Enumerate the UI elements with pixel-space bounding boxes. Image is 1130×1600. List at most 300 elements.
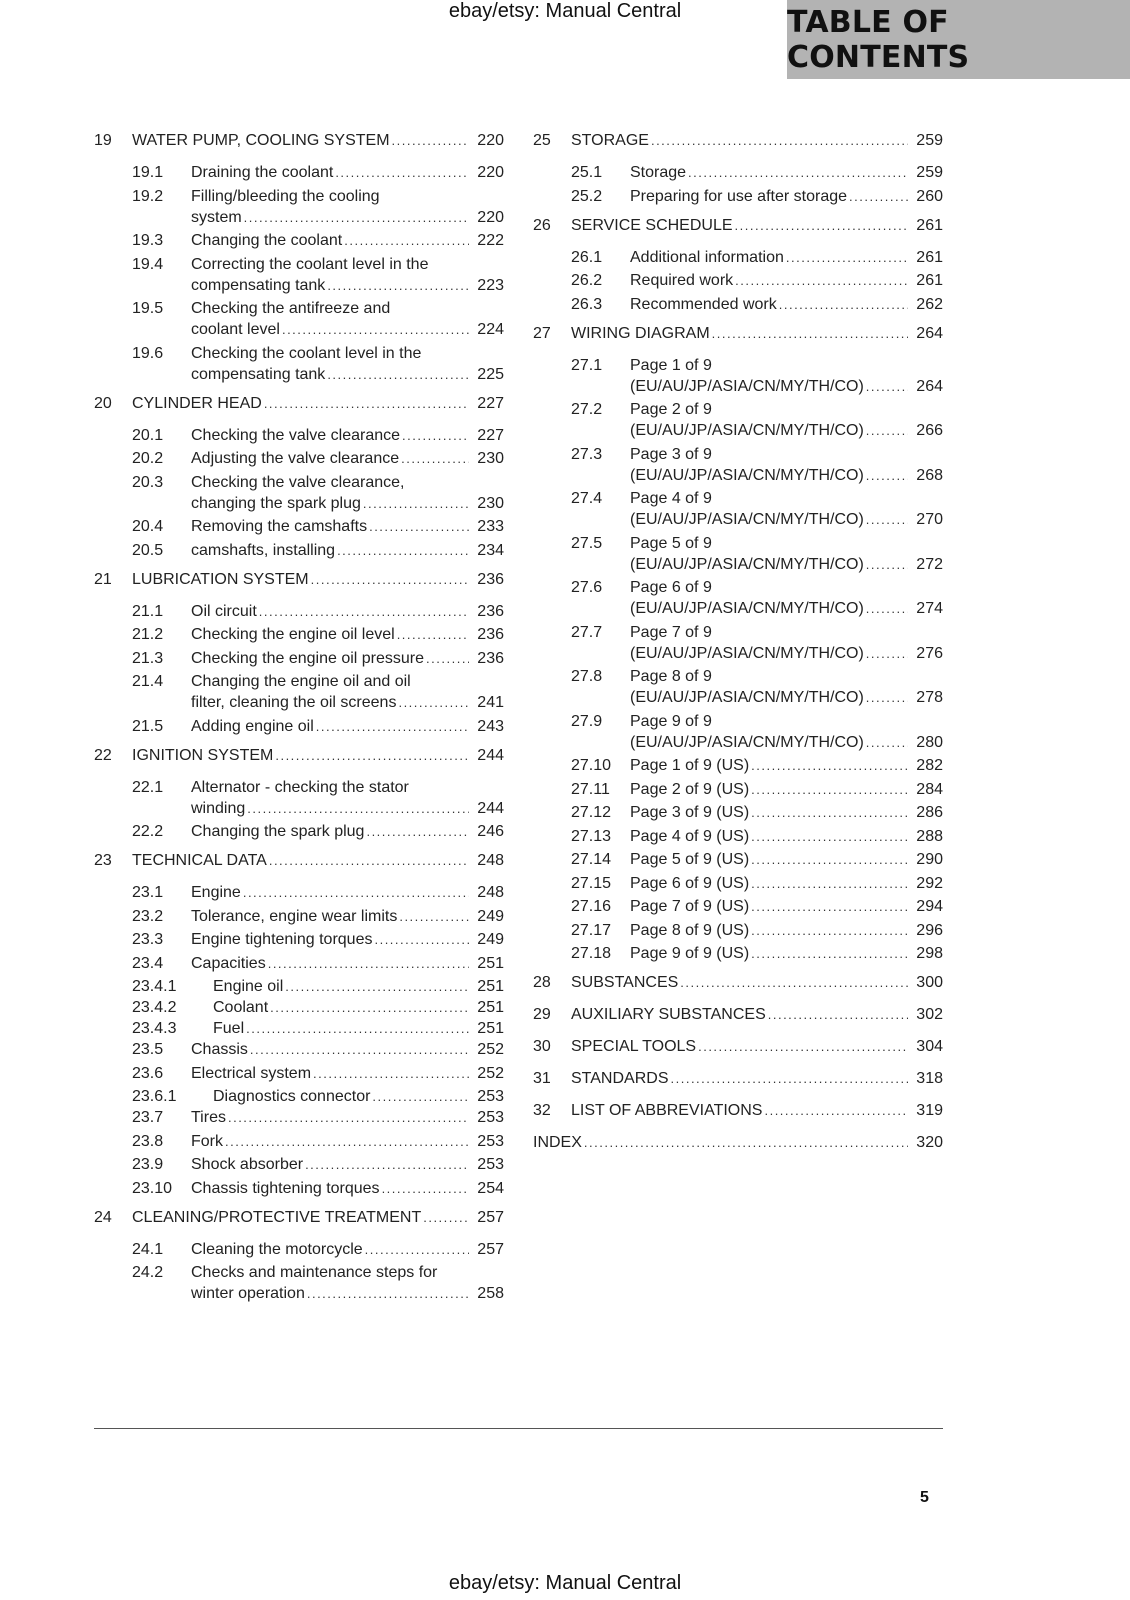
- toc-entry-page: 259: [916, 132, 943, 149]
- toc-entry-number: 23: [94, 852, 112, 869]
- toc-entry-page: 318: [916, 1070, 943, 1087]
- toc-entry-page: 258: [477, 1285, 504, 1302]
- toc-right-column: [533, 130, 943, 1164]
- toc-entry-number: 27.3: [571, 445, 603, 463]
- toc-entry[interactable]: [533, 666, 943, 708]
- toc-entry-page: 257: [477, 1208, 504, 1226]
- toc-entry-title: Changing the coolant: [191, 232, 343, 249]
- toc-entry-title: (EU/AU/JP/ASIA/CN/MY/TH/CO): [630, 600, 864, 617]
- dot-leader: [751, 873, 908, 894]
- toc-entry-page: 280: [916, 733, 943, 751]
- page-title: TABLE OF CONTENTS: [787, 0, 1130, 79]
- toc-entry-title: system: [191, 208, 242, 226]
- toc-entry-title: (EU/AU/JP/ASIA/CN/MY/TH/CO): [630, 689, 864, 706]
- toc-entry[interactable]: [533, 896, 943, 917]
- toc-entry[interactable]: [94, 850, 504, 871]
- toc-entry-page: 251: [477, 978, 504, 995]
- toc-entry-page: 248: [477, 884, 504, 901]
- dot-leader: [313, 1063, 469, 1084]
- toc-entry[interactable]: [94, 777, 504, 819]
- toc-entry[interactable]: [94, 1262, 504, 1304]
- toc-entry-page: 220: [477, 132, 504, 149]
- toc-entry-number: 27.5: [571, 534, 603, 552]
- dot-leader: [285, 976, 469, 997]
- toc-entry[interactable]: [533, 779, 943, 800]
- toc-entry-title-line: Checking the antifreeze and: [191, 300, 391, 317]
- toc-entry-title: Capacities: [191, 954, 266, 972]
- toc-entry-title-line: Changing the engine oil and oil: [191, 673, 411, 690]
- toc-entry[interactable]: [94, 130, 504, 151]
- dot-leader: [402, 425, 469, 446]
- toc-entry-number: 23.6: [132, 1064, 164, 1082]
- toc-entry-number: 26: [533, 216, 551, 234]
- toc-entry[interactable]: [94, 906, 504, 927]
- dot-leader: [247, 798, 469, 819]
- toc-entry[interactable]: [533, 622, 943, 664]
- toc-entry-number: 20.1: [132, 426, 164, 444]
- toc-entry[interactable]: [533, 533, 943, 575]
- toc-entry-title: CYLINDER HEAD: [132, 394, 262, 412]
- toc-entry[interactable]: [94, 425, 504, 446]
- toc-entry-page: 259: [916, 164, 943, 181]
- toc-entry-number: 30: [533, 1038, 551, 1055]
- toc-entry[interactable]: [94, 1131, 504, 1152]
- toc-entry[interactable]: [94, 254, 504, 296]
- dot-leader: [401, 448, 469, 469]
- toc-entry[interactable]: [94, 601, 504, 622]
- toc-entry-number: 19.2: [132, 187, 164, 205]
- toc-entry-title-line: Page 2 of 9: [630, 401, 712, 418]
- toc-entry[interactable]: [533, 873, 943, 894]
- toc-entry-title: Oil circuit: [191, 602, 257, 620]
- toc-entry-title: LIST OF ABBREVIATIONS: [571, 1102, 763, 1119]
- toc-entry[interactable]: [94, 1154, 504, 1175]
- toc-entry[interactable]: [94, 569, 504, 590]
- dot-leader: [369, 516, 469, 537]
- toc-entry-number: 22.1: [132, 778, 164, 796]
- toc-entry-number: 29: [533, 1006, 551, 1023]
- dot-leader: [275, 745, 469, 766]
- toc-entry-page: 222: [477, 232, 504, 249]
- toc-entry-page: 251: [477, 954, 504, 972]
- toc-entry-page: 284: [916, 780, 943, 798]
- toc-entry-page: 253: [477, 1088, 504, 1105]
- toc-entry-number: 27.1: [571, 356, 603, 374]
- toc-entry-title: Page 7 of 9 (US): [630, 898, 750, 915]
- toc-entry-number: 27.15: [571, 874, 612, 892]
- toc-entry[interactable]: [94, 716, 504, 737]
- toc-entry-number: 24.1: [132, 1240, 164, 1258]
- toc-entry[interactable]: [94, 516, 504, 537]
- toc-entry-title-line: Checks and maintenance steps for: [191, 1264, 438, 1281]
- toc-entry[interactable]: [94, 929, 504, 950]
- toc-entry-page: 264: [916, 377, 943, 395]
- toc-entry-title-line: Correcting the coolant level in the: [191, 255, 429, 273]
- toc-entry-page: 230: [477, 450, 504, 467]
- toc-entry-number: 20.3: [132, 473, 164, 491]
- dot-leader: [768, 1004, 908, 1025]
- toc-entry-number: 21.4: [132, 673, 164, 690]
- toc-entry[interactable]: [94, 298, 504, 340]
- toc-entry[interactable]: [533, 943, 943, 964]
- dot-leader: [423, 1207, 469, 1228]
- toc-entry-title: Changing the spark plug: [191, 823, 365, 840]
- toc-entry[interactable]: [533, 972, 943, 993]
- toc-entry[interactable]: [533, 802, 943, 823]
- toc-entry-page: 246: [477, 823, 504, 840]
- dot-leader: [307, 1283, 469, 1304]
- toc-entry-title: Recommended work: [630, 295, 777, 313]
- dot-leader: [363, 493, 469, 514]
- dot-leader: [337, 540, 469, 561]
- dot-leader: [866, 554, 908, 575]
- toc-entry[interactable]: [533, 323, 943, 344]
- toc-entry-title: coolant level: [191, 321, 280, 338]
- toc-entry[interactable]: [94, 1239, 504, 1260]
- toc-entry[interactable]: [533, 1036, 943, 1057]
- toc-entry-title: Fork: [191, 1132, 223, 1150]
- toc-entry-title: camshafts, installing: [191, 541, 336, 559]
- toc-entry-number: 25.2: [571, 187, 603, 205]
- toc-entry-number: 27.17: [571, 921, 612, 939]
- toc-entry-title: WATER PUMP, COOLING SYSTEM: [132, 132, 390, 149]
- toc-entry[interactable]: [533, 849, 943, 870]
- toc-entry-page: 251: [477, 1020, 504, 1037]
- toc-entry[interactable]: [533, 215, 943, 236]
- toc-entry-title: Page 1 of 9 (US): [630, 757, 750, 774]
- dot-leader: [250, 1039, 469, 1060]
- toc-entry[interactable]: [533, 162, 943, 183]
- toc-entry[interactable]: [94, 343, 504, 385]
- dot-leader: [243, 882, 469, 903]
- toc-entry-page: 220: [477, 164, 504, 181]
- dot-leader: [327, 364, 469, 385]
- toc-entry-number: 27.6: [571, 579, 603, 596]
- toc-entry-number: 22: [94, 746, 112, 764]
- toc-entry[interactable]: [533, 711, 943, 753]
- toc-entry[interactable]: [94, 953, 504, 974]
- dot-leader: [712, 323, 908, 344]
- dot-leader: [282, 319, 469, 340]
- toc-entry-title: (EU/AU/JP/ASIA/CN/MY/TH/CO): [630, 377, 864, 395]
- toc-entry-title: Page 4 of 9 (US): [630, 827, 750, 845]
- toc-entry-page: 282: [916, 757, 943, 774]
- toc-entry-number: 27.16: [571, 898, 612, 915]
- toc-entry[interactable]: [94, 540, 504, 561]
- toc-entry[interactable]: [533, 270, 943, 291]
- dot-leader: [698, 1036, 908, 1057]
- toc-entry-title: changing the spark plug: [191, 494, 361, 512]
- toc-entry-title-line: Checking the coolant level in the: [191, 344, 422, 362]
- toc-entry-title: Engine tightening torques: [191, 931, 373, 948]
- toc-entry-page: 249: [477, 907, 504, 925]
- dot-leader: [688, 162, 908, 183]
- toc-entry[interactable]: [94, 230, 504, 251]
- toc-entry-number: 27.10: [571, 757, 612, 774]
- toc-entry-title: Adjusting the valve clearance: [191, 450, 400, 467]
- toc-entry-number: 23.8: [132, 1132, 164, 1150]
- toc-entry-number: 25: [533, 132, 551, 149]
- toc-entry-title: Diagnostics connector: [213, 1088, 371, 1105]
- toc-entry-title: Tolerance, engine wear limits: [191, 907, 398, 925]
- toc-entry-page: 302: [916, 1006, 943, 1023]
- toc-entry-title: Additional information: [630, 248, 784, 266]
- toc-entry-number: 23.10: [132, 1179, 173, 1197]
- toc-entry-number: 20.4: [132, 518, 164, 535]
- toc-entry-number: 27.18: [571, 945, 612, 962]
- dot-leader: [311, 569, 469, 590]
- dot-leader: [671, 1068, 909, 1089]
- toc-entry-number: 23.2: [132, 907, 164, 925]
- toc-entry[interactable]: [94, 162, 504, 183]
- watermark-bottom: ebay/etsy: Manual Central: [448, 1572, 682, 1594]
- toc-entry-title: (EU/AU/JP/ASIA/CN/MY/TH/CO): [630, 466, 864, 484]
- toc-entry[interactable]: [94, 1086, 504, 1107]
- dot-leader: [651, 130, 908, 151]
- dot-leader: [366, 821, 469, 842]
- toc-entry[interactable]: [533, 247, 943, 268]
- toc-entry-number: 21.3: [132, 649, 164, 667]
- footer-divider: [94, 1428, 943, 1429]
- dot-leader: [866, 376, 908, 397]
- toc-entry-title: Fuel: [213, 1020, 245, 1037]
- toc-entry[interactable]: [533, 755, 943, 776]
- toc-entry[interactable]: [94, 976, 504, 997]
- toc-entry-number: 23.4.3: [132, 1020, 177, 1037]
- toc-entry-number: 24: [94, 1208, 112, 1226]
- toc-entry-page: 278: [916, 689, 943, 706]
- toc-entry-page: 274: [916, 600, 943, 617]
- toc-entry-title: Adding engine oil: [191, 717, 314, 735]
- toc-entry[interactable]: [94, 393, 504, 414]
- toc-entry-page: 254: [477, 1179, 504, 1197]
- toc-entry-page: 223: [477, 276, 504, 294]
- toc-entry-page: 252: [477, 1064, 504, 1082]
- dot-leader: [751, 943, 908, 964]
- toc-entry[interactable]: [533, 577, 943, 619]
- toc-entry-title: (EU/AU/JP/ASIA/CN/MY/TH/CO): [630, 733, 864, 751]
- toc-entry-page: 298: [916, 945, 943, 962]
- toc-entry[interactable]: [94, 1207, 504, 1228]
- dot-leader: [398, 692, 469, 713]
- toc-entry-title: Required work: [630, 272, 734, 289]
- dot-leader: [327, 275, 469, 296]
- toc-entry-title: Page 6 of 9 (US): [630, 874, 750, 892]
- toc-entry-page: 253: [477, 1132, 504, 1150]
- dot-leader: [866, 732, 908, 753]
- toc-entry-page: 244: [477, 799, 504, 817]
- toc-entry-title: INDEX: [533, 1134, 582, 1151]
- toc-entry-title-line: Page 4 of 9: [630, 490, 712, 507]
- toc-entry-title: Draining the coolant: [191, 164, 334, 181]
- toc-entry-number: 23.3: [132, 931, 164, 948]
- toc-entry-title-line: Filling/bleeding the cooling: [191, 187, 380, 205]
- toc-entry-page: 244: [477, 746, 504, 764]
- toc-entry-title: Chassis tightening torques: [191, 1179, 380, 1197]
- toc-entry-number: 21.2: [132, 626, 164, 643]
- toc-entry-page: 272: [916, 555, 943, 573]
- toc-entry-title: SUBSTANCES: [571, 974, 679, 991]
- toc-entry-title: SERVICE SCHEDULE: [571, 216, 733, 234]
- toc-entry-number: 27.12: [571, 804, 612, 821]
- dot-leader: [399, 906, 469, 927]
- toc-entry[interactable]: [94, 448, 504, 469]
- toc-entry[interactable]: [533, 1004, 943, 1025]
- toc-entry-number: 23.4.1: [132, 978, 177, 995]
- toc-entry[interactable]: [94, 186, 504, 228]
- dot-leader: [269, 850, 469, 871]
- toc-entry[interactable]: [533, 1100, 943, 1121]
- toc-entry[interactable]: [533, 186, 943, 207]
- toc-entry[interactable]: [533, 130, 943, 151]
- toc-entry[interactable]: [94, 624, 504, 645]
- toc-entry-number: 26.1: [571, 248, 603, 266]
- toc-entry-number: 32: [533, 1102, 551, 1119]
- toc-entry[interactable]: [533, 399, 943, 441]
- toc-entry-page: 292: [916, 874, 943, 892]
- toc-entry[interactable]: [94, 1107, 504, 1128]
- toc-entry-number: 23.9: [132, 1156, 164, 1173]
- toc-entry[interactable]: [94, 1039, 504, 1060]
- toc-entry-page: 264: [916, 324, 943, 342]
- toc-entry[interactable]: [94, 648, 504, 669]
- toc-entry-title: Page 3 of 9 (US): [630, 804, 750, 821]
- toc-entry[interactable]: [94, 745, 504, 766]
- toc-entry-title: AUXILIARY SUBSTANCES: [571, 1006, 766, 1023]
- toc-entry-title: Tires: [191, 1109, 226, 1126]
- toc-entry-number: 23.5: [132, 1041, 164, 1058]
- toc-entry-title: Checking the valve clearance: [191, 426, 401, 444]
- toc-entry-page: 230: [477, 494, 504, 512]
- toc-entry-title: (EU/AU/JP/ASIA/CN/MY/TH/CO): [630, 422, 864, 439]
- toc-entry-page: 233: [477, 518, 504, 535]
- toc-entry-title: LUBRICATION SYSTEM: [132, 570, 309, 588]
- toc-entry-number: 27.13: [571, 827, 612, 845]
- toc-entry-number: 21.1: [132, 602, 164, 620]
- toc-entry-number: 27.9: [571, 712, 603, 730]
- dot-leader: [751, 826, 908, 847]
- toc-entry-page: 257: [477, 1240, 504, 1258]
- dot-leader: [866, 643, 908, 664]
- dot-leader: [735, 270, 908, 291]
- toc-entry-number: 19.1: [132, 164, 164, 181]
- toc-entry-title: (EU/AU/JP/ASIA/CN/MY/TH/CO): [630, 511, 864, 528]
- toc-entry-title-line: Page 8 of 9: [630, 668, 712, 685]
- toc-entry[interactable]: [94, 821, 504, 842]
- dot-leader: [268, 953, 469, 974]
- dot-leader: [316, 716, 469, 737]
- dot-leader: [735, 215, 908, 236]
- dot-leader: [264, 393, 469, 414]
- toc-entry[interactable]: [533, 488, 943, 530]
- toc-entry-page: 253: [477, 1109, 504, 1126]
- toc-entry-page: 261: [916, 272, 943, 289]
- toc-entry-number: 21: [94, 570, 112, 588]
- toc-entry-title: Preparing for use after storage: [630, 187, 848, 205]
- toc-entry-page: 234: [477, 541, 504, 559]
- toc-entry[interactable]: [533, 920, 943, 941]
- toc-entry[interactable]: [533, 826, 943, 847]
- toc-entry[interactable]: [533, 355, 943, 397]
- toc-entry-page: 227: [477, 426, 504, 444]
- toc-entry-number: 25.1: [571, 164, 603, 181]
- toc-entry-page: 253: [477, 1156, 504, 1173]
- dot-leader: [225, 1131, 469, 1152]
- toc-entry[interactable]: [94, 1063, 504, 1084]
- toc-entry[interactable]: [533, 1132, 943, 1153]
- dot-leader: [751, 920, 908, 941]
- dot-leader: [392, 130, 469, 151]
- toc-entry-page: 288: [916, 827, 943, 845]
- toc-entry[interactable]: [94, 472, 504, 514]
- toc-entry-page: 249: [477, 931, 504, 948]
- toc-entry-title: Engine: [191, 884, 241, 901]
- toc-entry-title: Coolant: [213, 999, 269, 1016]
- toc-entry-title: (EU/AU/JP/ASIA/CN/MY/TH/CO): [630, 555, 864, 573]
- toc-entry-page: 236: [477, 649, 504, 667]
- toc-entry-number: 27.7: [571, 623, 603, 641]
- dot-leader: [751, 755, 908, 776]
- toc-entry[interactable]: [94, 1178, 504, 1199]
- toc-entry-page: 227: [477, 394, 504, 412]
- toc-entry-title: TECHNICAL DATA: [132, 852, 267, 869]
- toc-entry-number: 27.4: [571, 490, 603, 507]
- watermark-top: ebay/etsy: Manual Central: [448, 0, 682, 22]
- toc-entry-page: 268: [916, 466, 943, 484]
- toc-entry-page: 224: [477, 321, 504, 338]
- toc-entry[interactable]: [533, 294, 943, 315]
- toc-entry-page: 294: [916, 898, 943, 915]
- dot-leader: [305, 1154, 469, 1175]
- toc-entry-title: Page 9 of 9 (US): [630, 945, 750, 962]
- toc-entry-title-line: Page 9 of 9: [630, 712, 712, 730]
- toc-entry-page: 276: [916, 644, 943, 662]
- toc-entry-number: 23.4: [132, 954, 164, 972]
- toc-entry[interactable]: [94, 997, 504, 1018]
- dot-leader: [866, 465, 908, 486]
- toc-entry-title: CLEANING/PROTECTIVE TREATMENT: [132, 1208, 422, 1226]
- toc-entry-number: 24.2: [132, 1264, 164, 1281]
- toc-entry[interactable]: [533, 1068, 943, 1089]
- toc-entry-title-line: Page 1 of 9: [630, 356, 712, 374]
- toc-entry-number: 23.7: [132, 1109, 164, 1126]
- toc-entry[interactable]: [94, 1018, 504, 1039]
- toc-entry-title: Electrical system: [191, 1064, 312, 1082]
- toc-entry[interactable]: [533, 444, 943, 486]
- dot-leader: [764, 1100, 908, 1121]
- dot-leader: [244, 207, 469, 228]
- toc-entry-title-line: Page 7 of 9: [630, 623, 712, 641]
- dot-leader: [344, 230, 469, 251]
- dot-leader: [866, 598, 908, 619]
- toc-entry-title: compensating tank: [191, 276, 326, 294]
- toc-entry-title: WIRING DIAGRAM: [571, 324, 710, 342]
- toc-entry-title: Page 5 of 9 (US): [630, 851, 750, 868]
- toc-entry-page: 320: [916, 1134, 943, 1151]
- dot-leader: [751, 779, 908, 800]
- toc-entry-page: 236: [477, 626, 504, 643]
- toc-entry-title: Page 2 of 9 (US): [630, 780, 750, 798]
- toc-entry[interactable]: [94, 671, 504, 713]
- toc-entry-page: 260: [916, 187, 943, 205]
- dot-leader: [866, 420, 908, 441]
- toc-entry-page: 266: [916, 422, 943, 439]
- toc-entry-page: 319: [916, 1102, 943, 1119]
- dot-leader: [751, 802, 908, 823]
- toc-entry-title: winding: [191, 799, 246, 817]
- toc-entry[interactable]: [94, 882, 504, 903]
- toc-entry-page: 236: [477, 570, 504, 588]
